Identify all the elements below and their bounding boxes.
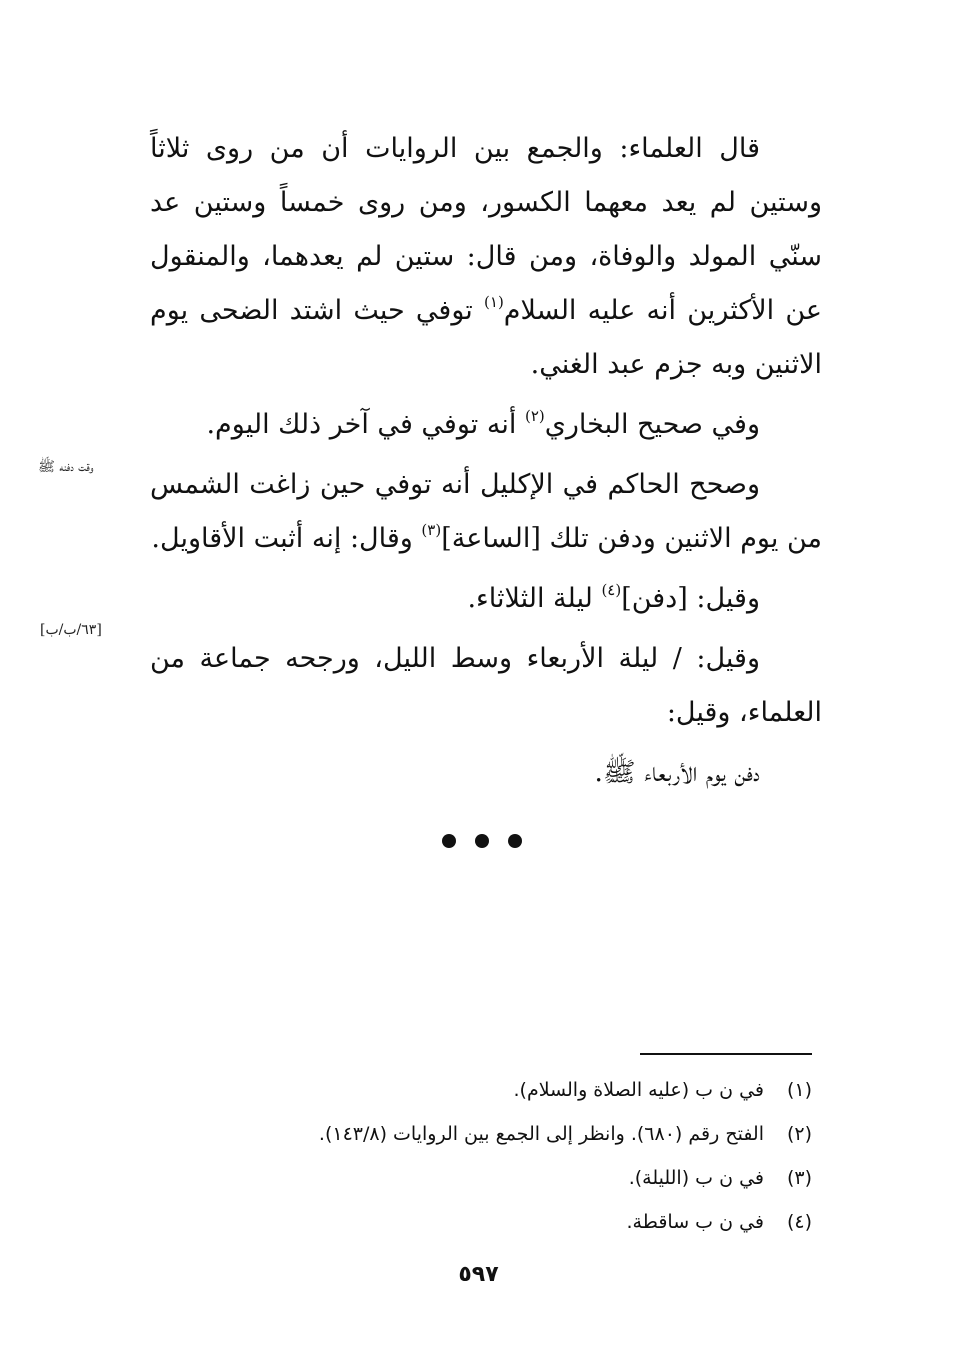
- footnote-text: في ن ب (الليلة).: [628, 1167, 764, 1189]
- footnote-ref-1[interactable]: (١): [484, 293, 504, 311]
- footnote-text: في ن ب (عليه الصلاة والسلام).: [513, 1079, 764, 1101]
- main-text: [150, 122, 822, 806]
- paragraph-5: [150, 632, 822, 740]
- footnote-text: في ن ب ساقطة.: [626, 1211, 764, 1233]
- text-run: أنه توفي في آخر ذلك اليوم.: [206, 409, 525, 440]
- footnote-number: (٢): [786, 1123, 812, 1145]
- text-run: وقيل: / ليلة الأربعاء وسط الليل، ورجحه جماعة من العلماء، وقيل:: [150, 643, 822, 728]
- margin-note-folio-ref: [٦٣/ب/ب]: [40, 622, 102, 638]
- footnote-number: (٣): [786, 1167, 812, 1189]
- paragraph-4: [150, 572, 822, 626]
- footnote-4: [212, 1200, 812, 1244]
- footnote-3: [212, 1156, 812, 1200]
- text-run: ليلة الثلاثاء.: [467, 583, 602, 614]
- text-run: قال العلماء: والجمع بين الروايات أن من روى ثلاثاً وستين لم يعد معهما الكسور، ومن روى خمساً وستين عد سنّي المولد والوفاة، ومن قال: ستين لم يعدهما، والمنقول عن الأكثرين أنه عليه السلام: [150, 133, 822, 326]
- page-number: ٥٩٧: [458, 1262, 499, 1287]
- footnote-1: [212, 1068, 812, 1112]
- text-run: وفي صحيح البخاري: [544, 409, 760, 440]
- text-run: توفي حيث اشتد الضحى يوم الاثنين وبه جزم عبد الغني.: [150, 295, 822, 380]
- footnote-text: الفتح رقم (٦٨٠). وانظر إلى الجمع بين الروايات (١٤٣/٨).: [318, 1123, 764, 1145]
- footnote-2: [212, 1112, 812, 1156]
- section-divider: [442, 834, 522, 854]
- paragraph-3: [150, 458, 822, 566]
- paragraph-1: [150, 122, 822, 392]
- divider-dot: [475, 834, 489, 848]
- footnote-ref-4[interactable]: (٤): [601, 581, 622, 599]
- text-run: وقيل: [دفن]: [621, 583, 760, 614]
- divider-dot: [508, 834, 522, 848]
- footnotes: [212, 1068, 812, 1244]
- paragraph-6: [150, 746, 822, 800]
- text-run: وقال: إنه أثبت الأقاويل.: [151, 523, 422, 554]
- divider-dot: [442, 834, 456, 848]
- footnote-number: (٤): [786, 1211, 812, 1233]
- margin-note-burial-time: وقت دفنه ﷺ: [38, 459, 94, 475]
- footnote-separator: [640, 1053, 812, 1055]
- footnote-ref-2[interactable]: (٢): [524, 407, 545, 425]
- footnote-number: (١): [786, 1079, 812, 1101]
- paragraph-2: [150, 398, 822, 452]
- footnote-ref-3[interactable]: (٣): [421, 521, 442, 539]
- text-run: دفن يوم الأربعاء ﷺ.: [594, 757, 760, 788]
- text-run: وصحح الحاكم في الإكليل أنه توفي حين زاغت الشمس من يوم الاثنين ودفن تلك [الساعة]: [150, 469, 822, 554]
